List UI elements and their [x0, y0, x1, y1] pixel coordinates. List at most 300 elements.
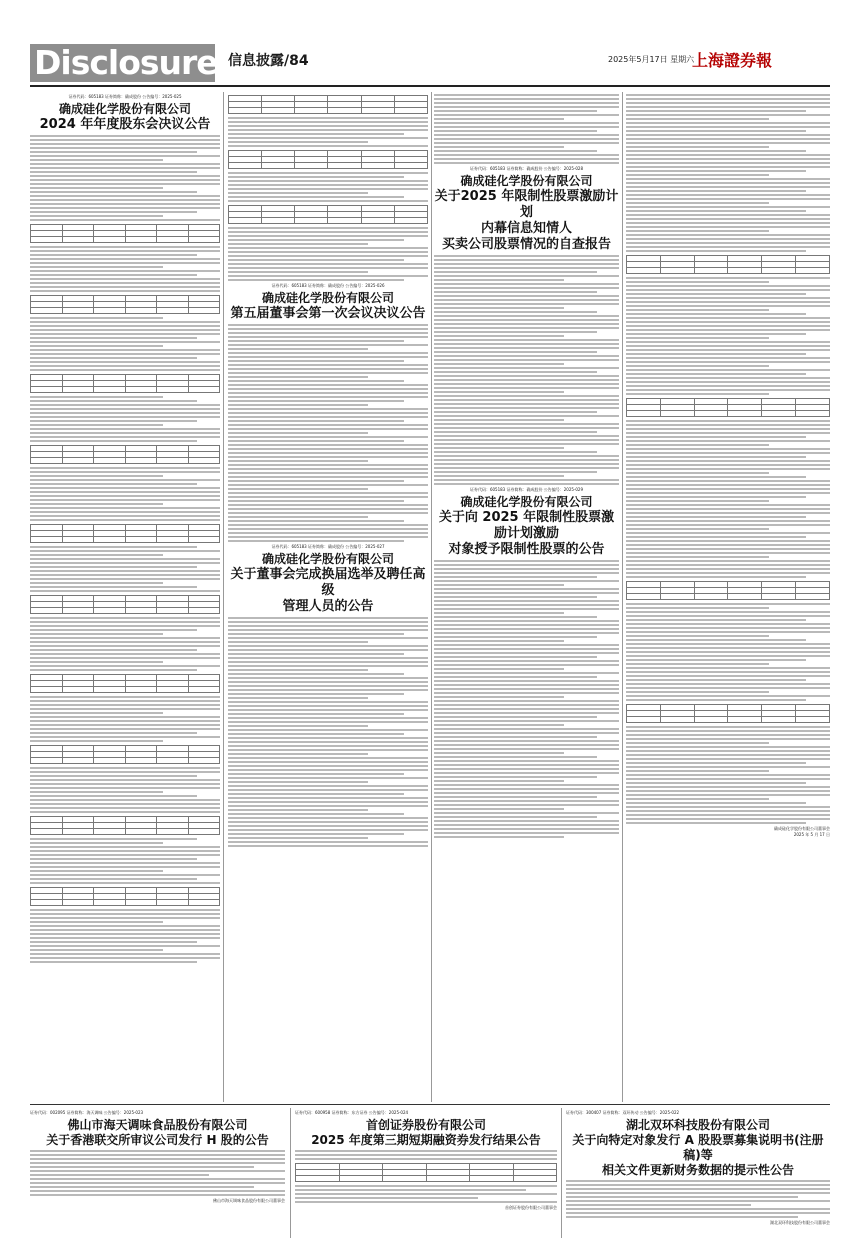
text-line [626, 734, 830, 736]
text-line [626, 750, 830, 752]
text-line [295, 1150, 557, 1152]
text-line [434, 632, 619, 634]
text-line [626, 178, 830, 180]
text-line [626, 782, 806, 784]
text-line [228, 404, 368, 406]
text-line [434, 816, 597, 818]
text-line [228, 267, 428, 269]
column-4 [626, 92, 830, 1102]
text-line [295, 1197, 478, 1199]
data-table [228, 95, 428, 114]
text-line [434, 832, 619, 834]
data-table [30, 674, 220, 693]
text-line [30, 736, 220, 738]
body-text [434, 255, 619, 485]
text-line [626, 643, 830, 645]
text-line [228, 508, 428, 510]
text-line [626, 786, 830, 788]
text-line [434, 700, 619, 702]
text-line [434, 291, 597, 293]
text-line [228, 785, 428, 787]
text-line [30, 586, 197, 588]
text-line [626, 675, 830, 677]
text-line [30, 570, 220, 572]
text-line [626, 448, 830, 450]
text-line [228, 424, 428, 426]
text-line [228, 227, 428, 229]
text-line [228, 188, 428, 190]
text-line [626, 150, 806, 152]
text-line [626, 210, 806, 212]
text-line [434, 636, 597, 638]
text-line [228, 821, 428, 823]
text-line [626, 766, 830, 768]
text-line [434, 640, 564, 642]
text-line [228, 805, 428, 807]
text-line [228, 125, 428, 127]
text-line [434, 812, 619, 814]
text-line [626, 389, 830, 391]
text-line [228, 769, 428, 771]
text-line [434, 620, 619, 622]
text-line [434, 439, 619, 441]
text-line [626, 623, 830, 625]
text-line [228, 436, 428, 438]
text-line [434, 748, 619, 750]
announcement-title-line3: 买卖公司股票情况的自查报告 [441, 237, 611, 252]
text-line [228, 384, 428, 386]
text-line [434, 592, 619, 594]
announcement-title: 关于香港联交所审议公司发行 H 股的公告 [46, 1133, 269, 1147]
text-line [30, 416, 220, 418]
text-line [228, 392, 428, 394]
text-line [30, 550, 220, 552]
data-table [626, 398, 830, 417]
text-line [228, 813, 404, 815]
text-line [228, 829, 428, 831]
announcement-meta: 证券代码：600958 证券简称：东方证券 公告编号：2025-024 [295, 1110, 409, 1115]
text-line [228, 121, 428, 123]
text-line [434, 672, 619, 674]
text-line [434, 299, 619, 301]
text-line [626, 206, 830, 208]
text-line [626, 154, 830, 156]
bottom-announcement-1 [30, 1108, 285, 1238]
text-line [626, 202, 769, 204]
text-line [228, 701, 428, 703]
text-line [434, 612, 564, 614]
text-line [30, 625, 220, 627]
text-line [228, 172, 428, 174]
text-line [30, 787, 220, 789]
text-line [30, 175, 220, 177]
text-line [30, 250, 220, 252]
text-line [626, 432, 830, 434]
text-line [30, 811, 220, 813]
text-line [30, 558, 220, 560]
text-line [626, 218, 830, 220]
text-line [626, 373, 806, 375]
text-line [228, 761, 428, 763]
text-line [434, 752, 564, 754]
text-line [434, 471, 597, 473]
announcement-meta: 证券代码：300407 证券简称：双环传动 公告编号：2025-022 [566, 1110, 680, 1115]
text-line [626, 293, 806, 295]
text-line [626, 508, 830, 510]
text-line [30, 866, 220, 868]
text-line [626, 540, 830, 542]
text-line [626, 214, 830, 216]
text-line [626, 158, 830, 160]
text-line [30, 917, 220, 919]
text-line [228, 833, 404, 835]
text-line [626, 695, 830, 697]
text-line [626, 627, 830, 629]
text-line [626, 730, 830, 732]
data-table [30, 224, 220, 243]
text-line [30, 475, 163, 477]
text-line [434, 688, 619, 690]
text-line [30, 187, 163, 189]
text-line [434, 375, 619, 377]
text-line [434, 142, 619, 144]
text-line [30, 807, 220, 809]
text-line [626, 699, 806, 701]
text-line [434, 740, 619, 742]
text-line [30, 574, 220, 576]
data-table [30, 295, 220, 314]
text-line [30, 909, 220, 911]
body-text [566, 1180, 830, 1218]
text-line [626, 238, 830, 240]
text-line [228, 637, 428, 639]
text-line [434, 828, 619, 830]
text-line [434, 836, 564, 838]
text-line [30, 211, 197, 213]
text-line [228, 420, 404, 422]
text-line [626, 309, 769, 311]
text-line [30, 842, 163, 844]
text-line [228, 192, 368, 194]
text-line [626, 659, 806, 661]
text-line [434, 800, 619, 802]
text-line [30, 795, 197, 797]
text-line [626, 170, 806, 172]
text-line [434, 644, 619, 646]
text-line [434, 98, 619, 100]
text-line [30, 155, 220, 157]
text-line [626, 246, 830, 248]
text-line [30, 258, 220, 260]
text-line [228, 725, 368, 727]
data-table [30, 595, 220, 614]
text-line [626, 778, 830, 780]
text-line [434, 588, 619, 590]
text-line [626, 754, 830, 756]
text-line [434, 692, 619, 694]
text-line [566, 1216, 798, 1218]
text-line [626, 496, 806, 498]
text-line [228, 673, 404, 675]
text-line [228, 117, 428, 119]
text-line [434, 676, 597, 678]
text-line [228, 825, 428, 827]
text-line [30, 1166, 254, 1168]
text-line [434, 415, 619, 417]
data-table [295, 1163, 557, 1182]
text-line [30, 1174, 209, 1176]
text-line [626, 361, 830, 363]
text-line [30, 870, 163, 872]
text-line [626, 198, 830, 200]
text-line [30, 862, 220, 864]
announcement-title-line2: 管理人员的公告 [282, 599, 374, 614]
text-line [626, 436, 806, 438]
text-line [228, 540, 404, 542]
text-line [434, 628, 619, 630]
text-line [30, 337, 197, 339]
text-line [626, 524, 830, 526]
text-line [434, 331, 597, 333]
text-line [30, 519, 220, 521]
body-text [30, 1150, 285, 1196]
text-line [434, 379, 619, 381]
text-line [434, 576, 597, 578]
announcement-meta: 证券代码：605183 证券简称：确成股份 公告编号：2025-027 [271, 544, 385, 549]
text-line [30, 483, 197, 485]
text-line [434, 660, 619, 662]
text-line [434, 431, 597, 433]
text-line [434, 94, 619, 96]
text-line [566, 1208, 830, 1210]
text-line [434, 580, 619, 582]
text-line [566, 1204, 751, 1206]
text-line [434, 451, 597, 453]
text-line [30, 582, 163, 584]
text-line [434, 387, 619, 389]
text-line [434, 335, 564, 337]
body-text [434, 560, 619, 838]
text-line [30, 428, 220, 430]
text-line [566, 1196, 798, 1198]
text-line [434, 756, 597, 758]
text-line [30, 321, 220, 323]
text-line [626, 726, 830, 728]
text-line [434, 764, 619, 766]
text-line [434, 568, 619, 570]
text-line [626, 607, 769, 609]
text-line [228, 456, 428, 458]
text-line [434, 804, 619, 806]
text-line [434, 776, 597, 778]
text-line [30, 669, 197, 671]
text-line [30, 562, 220, 564]
text-line [228, 665, 428, 667]
text-line [30, 167, 220, 169]
text-line [30, 740, 163, 742]
text-line [434, 708, 619, 710]
text-line [228, 512, 428, 514]
text-line [626, 742, 769, 744]
text-line [228, 516, 368, 518]
text-line [626, 365, 769, 367]
text-line [626, 440, 830, 442]
text-line [30, 515, 220, 517]
text-line [30, 953, 220, 955]
text-line [626, 250, 806, 252]
announcement-meta: 证券代码：002095 证券简称：海天调味 公告编号：2025-023 [30, 1110, 144, 1115]
body-text [228, 324, 428, 542]
text-line [30, 941, 197, 943]
text-line [434, 423, 619, 425]
text-line [626, 492, 830, 494]
announcement-title-line2: 对象授予限制性股票的公告 [448, 542, 605, 557]
announcement-company: 佛山市海天调味食品股份有限公司 [67, 1118, 248, 1132]
text-line [30, 1162, 285, 1164]
text-line [626, 480, 830, 482]
column-divider [431, 92, 432, 1102]
text-line [30, 696, 220, 698]
text-line [626, 106, 830, 108]
bottom-rule [30, 1104, 830, 1105]
text-line [626, 516, 806, 518]
text-line [228, 500, 404, 502]
text-line [30, 724, 220, 726]
text-line [626, 794, 830, 796]
text-line [626, 528, 769, 530]
text-line [626, 746, 830, 748]
text-line [30, 195, 220, 197]
signature-date: 2025 年 5 月 17 日 [793, 832, 830, 837]
text-line [228, 693, 404, 695]
text-line [434, 263, 619, 265]
text-line [228, 797, 428, 799]
page-number: /84 [284, 53, 309, 69]
text-line [30, 345, 163, 347]
text-line [228, 452, 428, 454]
text-line [626, 337, 769, 339]
announcement-title: 2025 年度第三期短期融资券发行结果公告 [311, 1133, 541, 1147]
text-line [30, 641, 220, 643]
text-line [228, 617, 428, 619]
text-line [228, 484, 428, 486]
announcement-title: 关于2025 年限制性股票激励计划 [434, 189, 619, 220]
text-line [626, 456, 806, 458]
text-line [626, 182, 830, 184]
text-line [228, 649, 428, 651]
text-line [228, 428, 428, 430]
section-title [228, 50, 309, 70]
text-line [626, 353, 806, 355]
text-line [30, 732, 197, 734]
text-line [30, 803, 220, 805]
text-line [228, 275, 428, 277]
text-line [228, 364, 428, 366]
text-line [30, 708, 220, 710]
text-line [228, 765, 428, 767]
text-line [626, 317, 830, 319]
text-line [30, 554, 163, 556]
text-line [30, 925, 220, 927]
text-line [295, 1154, 557, 1156]
text-line [434, 283, 619, 285]
column-divider [290, 1108, 291, 1238]
text-line [30, 578, 220, 580]
data-table [30, 887, 220, 906]
text-line [30, 712, 163, 714]
text-line [434, 307, 564, 309]
bottom-announcement-3 [566, 1108, 830, 1238]
text-line [434, 584, 564, 586]
text-line [228, 721, 428, 723]
data-table [30, 374, 220, 393]
text-line [30, 424, 163, 426]
text-line [228, 360, 404, 362]
text-line [228, 129, 428, 131]
text-line [434, 391, 564, 393]
announcement-title-line2: 相关文件更新财务数据的提示性公告 [601, 1163, 794, 1177]
body-text [228, 617, 428, 847]
text-line [228, 717, 428, 719]
signature-board: 湖北双环科技股份有限公司董事会 [770, 1220, 830, 1225]
text-line [228, 141, 368, 143]
text-line [434, 479, 619, 481]
text-line [228, 757, 428, 759]
text-line [228, 689, 428, 691]
text-line [626, 393, 769, 395]
text-line [30, 1158, 285, 1160]
text-line [228, 524, 428, 526]
announcement-company: 首创证券股份有限公司 [365, 1118, 486, 1132]
text-line [434, 648, 619, 650]
text-line [30, 621, 220, 623]
text-line [434, 138, 619, 140]
text-line [228, 400, 404, 402]
text-line [30, 440, 197, 442]
text-line [228, 773, 404, 775]
text-line [30, 159, 163, 161]
text-line [228, 336, 428, 338]
text-line [434, 780, 564, 782]
text-line [228, 480, 404, 482]
text-line [626, 472, 769, 474]
text-line [228, 145, 428, 147]
announcement-company: 确成硅化学股份有限公司 [460, 495, 593, 509]
text-line [30, 846, 220, 848]
text-line [228, 271, 368, 273]
text-line [434, 407, 619, 409]
text-line [30, 661, 163, 663]
text-line [228, 356, 428, 358]
text-line [626, 98, 830, 100]
text-line [626, 576, 806, 578]
text-line [228, 733, 404, 735]
data-table [626, 704, 830, 723]
text-line [626, 222, 830, 224]
text-line [30, 369, 220, 371]
page-header [30, 44, 830, 82]
text-line [30, 720, 220, 722]
text-line [434, 435, 619, 437]
text-line [434, 114, 619, 116]
text-line [228, 845, 428, 847]
text-line [626, 663, 769, 665]
text-line [30, 728, 220, 730]
text-line [434, 616, 597, 618]
text-line [30, 882, 220, 884]
text-line [30, 290, 220, 292]
text-line [434, 162, 619, 164]
